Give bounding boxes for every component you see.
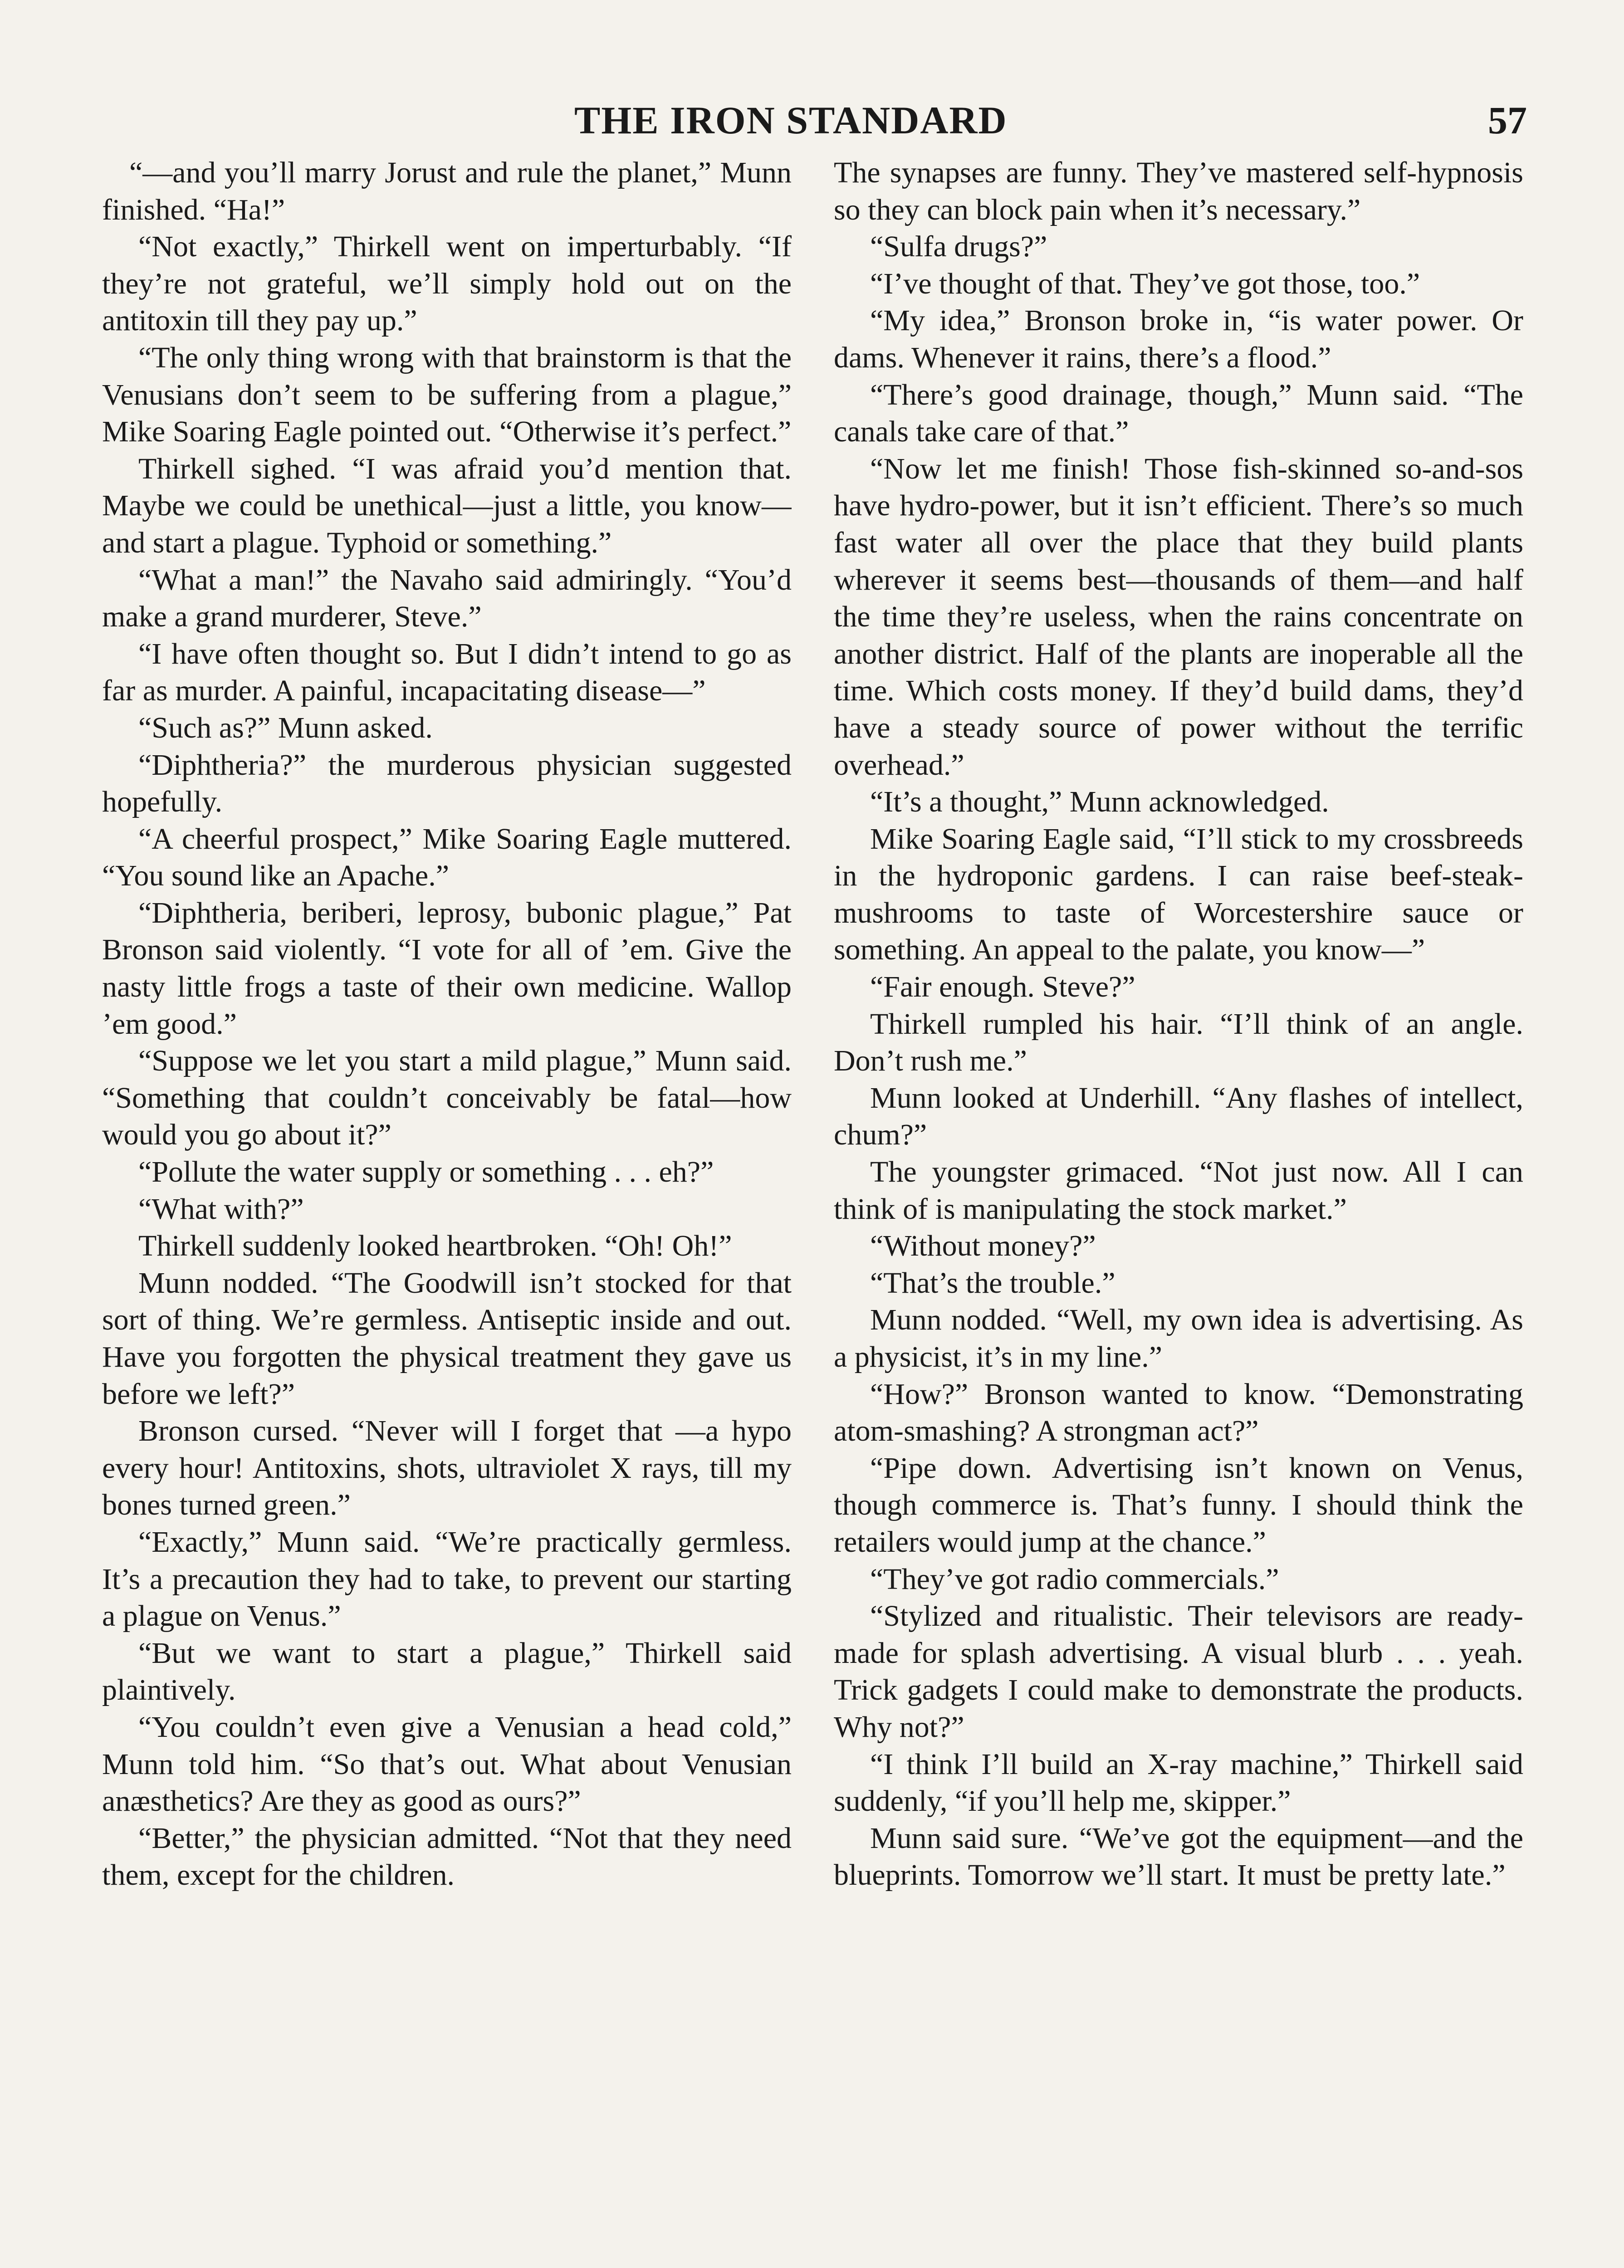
paragraph: “A cheerful prospect,” Mike Soaring Eagle muttered. “You sound like an Apache.” — [102, 822, 792, 893]
paragraph: “What with?” — [138, 1192, 304, 1226]
paragraph: “That’s the trouble.” — [870, 1266, 1115, 1300]
paragraph: “But we want to start a plague,” Thirkell said plaintively. — [102, 1636, 792, 1707]
right-text-column — [834, 154, 1523, 2268]
paragraph: “Diphtheria?” the murderous physician suggested hopefully. — [102, 748, 792, 819]
paragraph: Munn nodded. “The Goodwill isn’t stocked for that sort of thing. We’re germless. Antiseptic inside and out. Have you forgotten the physical treatment they gave us before we left?” — [102, 1266, 792, 1411]
paragraph: Munn said sure. “We’ve got the equipment—and the blueprints. Tomorrow we’ll start. It must be pretty late.” — [834, 1821, 1523, 1892]
page-header — [574, 95, 1527, 145]
paragraph: “Diphtheria, beriberi, leprosy, bubonic plague,” Pat Bronson said violently. “I vote for all of ’em. Give the nasty little frogs a taste of their own medicine. Wallop ’em good.” — [102, 896, 792, 1041]
paragraph: “Without money?” — [870, 1229, 1096, 1263]
paragraph: “My idea,” Bronson broke in, “is water power. Or dams. Whenever it rains, there’s a flood.” — [834, 304, 1523, 374]
paragraph: Thirkell suddenly looked heartbroken. “Oh! Oh!” — [138, 1229, 732, 1263]
paragraph: “The only thing wrong with that brainstorm is that the Venusians don’t seem to be suffering from a plague,” Mike Soaring Eagle pointed out. “Otherwise it’s perfect.” — [102, 341, 792, 449]
paragraph: Thirkell rumpled his hair. “I’ll think of an angle. Don’t rush me.” — [834, 1007, 1523, 1078]
paragraph: “Pipe down. Advertising isn’t known on Venus, though commerce is. That’s funny. I should think the retailers would jump at the chance.” — [834, 1451, 1523, 1559]
paragraph: The youngster grimaced. “Not just now. All I can think of is manipulating the stock market.” — [834, 1155, 1523, 1226]
paragraph: “Exactly,” Munn said. “We’re practically germless. It’s a precaution they had to take, to prevent our starting a plague on Venus.” — [102, 1525, 792, 1633]
paragraph: “Pollute the water supply or something . . . eh?” — [138, 1155, 714, 1189]
page-number: 57 — [1488, 98, 1527, 142]
paragraph: “Sulfa drugs?” — [870, 230, 1047, 264]
paragraph: “Stylized and ritualistic. Their televisors are ready-made for splash advertising. A visual blurb . . . yeah. Trick gadgets I could make to demonstrate the products. Why not?” — [834, 1599, 1523, 1744]
paragraph: “I’ve thought of that. They’ve got those, too.” — [870, 267, 1420, 300]
paragraph: “Not exactly,” Thirkell went on imperturbably. “If they’re not grateful, we’ll simply hold out on the antitoxin till they pay up.” — [102, 230, 792, 337]
paragraph: “Better,” the physician admitted. “Not that they need them, except for the children. — [102, 1821, 792, 1892]
paragraph: “They’ve got radio commercials.” — [870, 1562, 1279, 1596]
paragraph: “What a man!” the Navaho said admiringly. “You’d make a grand murderer, Steve.” — [102, 563, 792, 634]
paragraph: “You couldn’t even give a Venusian a head cold,” Munn told him. “So that’s out. What about Venusian anæsthetics? Are they as good as ours?” — [102, 1710, 792, 1818]
paragraph: Thirkell sighed. “I was afraid you’d mention that. Maybe we could be unethical—just a little, you know—and start a plague. Typhoid or something.” — [102, 452, 792, 559]
paragraph: Munn looked at Underhill. “Any flashes of intellect, chum?” — [834, 1081, 1523, 1152]
left-text-column — [102, 154, 792, 2268]
paragraph: “Now let me finish! Those fish-skinned so-and-sos have hydro-power, but it isn’t efficient. There’s so much fast water all over the place that they build plants wherever it seems best—thousands of them—and half the time they’re useless, when the rains concentrate on another district. Half of the plants are inoperable all the time. Which costs money. If they’d build dams, they’d have a steady source of power without the terrific overhead.” — [834, 452, 1523, 782]
paragraph: “Fair enough. Steve?” — [870, 970, 1135, 1004]
paragraph: “It’s a thought,” Munn acknowledged. — [870, 785, 1329, 819]
paragraph: Munn nodded. “Well, my own idea is advertising. As a physicist, it’s in my line.” — [834, 1303, 1523, 1374]
paragraph: “—and you’ll marry Jorust and rule the planet,” Munn finished. “Ha!” — [102, 156, 792, 226]
paragraph: Bronson cursed. “Never will I forget that —a hypo every hour! Antitoxins, shots, ultraviolet X rays, till my bones turned green.” — [102, 1414, 792, 1522]
paragraph: The synapses are funny. They’ve mastered self-hypnosis so they can block pain when it’s necessary.” — [834, 156, 1523, 226]
paragraph: “There’s good drainage, though,” Munn said. “The canals take care of that.” — [834, 378, 1523, 449]
paragraph: Mike Soaring Eagle said, “I’ll stick to my crossbreeds in the hydroponic gardens. I can raise beef-steak-mushrooms to taste of Worcestershire sauce or something. An appeal to the palate, you know—” — [834, 822, 1523, 967]
paragraph: “Suppose we let you start a mild plague,” Munn said. “Something that couldn’t conceivably be fatal—how would you go about it?” — [102, 1044, 792, 1152]
paragraph: “I think I’ll build an X-ray machine,” Thirkell said suddenly, “if you’ll help me, skipper.” — [834, 1747, 1523, 1818]
paragraph: “Such as?” Munn asked. — [138, 711, 433, 744]
running-title: THE IRON STANDARD — [574, 98, 1008, 142]
paragraph: “How?” Bronson wanted to know. “Demonstrating atom-smashing? A strongman act?” — [834, 1377, 1523, 1448]
paragraph: “I have often thought so. But I didn’t intend to go as far as murder. A painful, incapacitating disease—” — [102, 637, 792, 708]
